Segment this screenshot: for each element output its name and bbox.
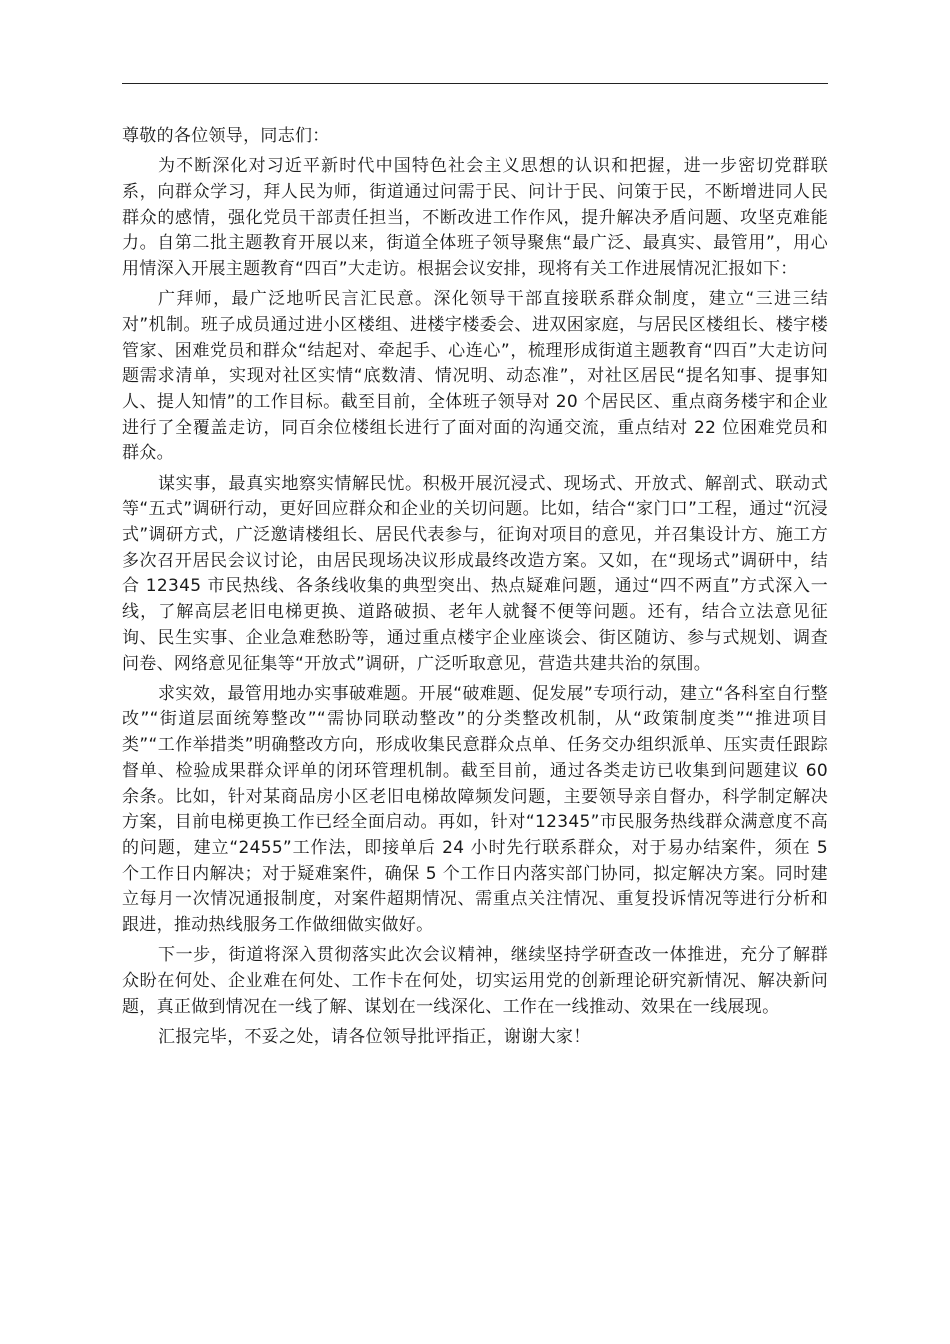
paragraph-section-3: 求实效，最管用地办实事破难题。开展“破难题、促发展”专项行动，建立“各科室自行整改”“街道层面统筹整改”“需协同联动整改”的分类整改机制，从“政策制度类”“推进项目类”“工作举措类”明确整改方向，形成收集民意群众点单、任务交办组织派单、压实责任跟踪督单、检验成果群众评单的闭环管理机制。截至目前，通过各类走访已收集到问题建议 60 余条。比如，针对某商品房小区老旧电梯故障频发问题，主要领导亲自督办，科学制定解决方案，目前电梯更换工作已经全面启动。再如，针对“12345”市民服务热线群众满意度不高的问题，建立“2455”工作法，即接单后 24 小时先行联系群众，对于易办结案件，须在 5 个工作日内解决；对于疑难案件，确保 5 个工作日内落实部门协同，拟定解决方案。同时建立每月一次情况通报制度，对案件超期情况、需重点关注情况、重复投诉情况等进行分析和跟进，推动热线服务工作做细做实做好。 [122,683,828,936]
paragraph-section-1: 广拜师，最广泛地听民言汇民意。深化领导干部直接联系群众制度，建立“三进三结对”机制。班子成员通过进小区楼组、进楼宇楼委会、进双困家庭，与居民区楼组长、楼宇楼管家、困难党员和群众“结起对、牵起手、心连心”，梳理形成街道主题教育“四百”大走访问题需求清单，实现对社区实情“底数清、情况明、动态准”，对社区居民“提名知事、提事知人、提人知情”的工作目标。截至目前，全体班子领导对 20 个居民区、重点商务楼宇和企业进行了全覆盖走访，同百余位楼组长进行了面对面的沟通交流，重点结对 22 位困难党员和群众。 [122,289,828,464]
paragraph-intro: 为不断深化对习近平新时代中国特色社会主义思想的认识和把握，进一步密切党群联系，向群众学习，拜人民为师，街道通过问需于民、问计于民、问策于民，不断增进同人民群众的感情，强化党员干部责任担当，不断改进工作作风，提升解决矛盾问题、攻坚克难能力。自第二批主题教育开展以来，街道全体班子领导聚焦“最广泛、最真实、最管用”，用心用情深入开展主题教育“四百”大走访。根据会议安排，现将有关工作进展情况汇报如下： [122,156,828,280]
greeting: 尊敬的各位领导，同志们： [122,126,330,146]
header-rule [122,83,828,84]
paragraph-closing: 汇报完毕，不妥之处，请各位领导批评指正，谢谢大家！ [158,1026,591,1047]
paragraph-section-2: 谋实事，最真实地察实情解民忧。积极开展沉浸式、现场式、开放式、解剖式、联动式等“五式”调研行动，更好回应群众和企业的关切问题。比如，结合“家门口”工程，通过“沉浸式”调研方式，广泛邀请楼组长、居民代表参与，征询对项目的意见，并召集设计方、施工方多次召开居民会议讨论，由居民现场决议形成最终改造方案。又如，在“现场式”调研中，结合 12345 市民热线、各条线收集的典型突出、热点疑难问题，通过“四不两直”方式深入一线，了解高层老旧电梯更换、道路破损、老年人就餐不便等问题。还有，结合立法意见征询、民生实事、企业急难愁盼等，通过重点楼宇企业座谈会、街区随访、参与式规划、调查问卷、网络意见征集等“开放式”调研，广泛听取意见，营造共建共治的氛围。 [122,473,828,674]
paragraph-next-steps: 下一步，街道将深入贯彻落实此次会议精神，继续坚持学研查改一体推进，充分了解群众盼在何处、企业难在何处、工作卡在何处，切实运用党的创新理论研究新情况、解决新问题，真正做到情况在一线了解、谋划在一线深化、工作在一线推动、效果在一线展现。 [122,945,828,1017]
document-body [122,124,828,1055]
